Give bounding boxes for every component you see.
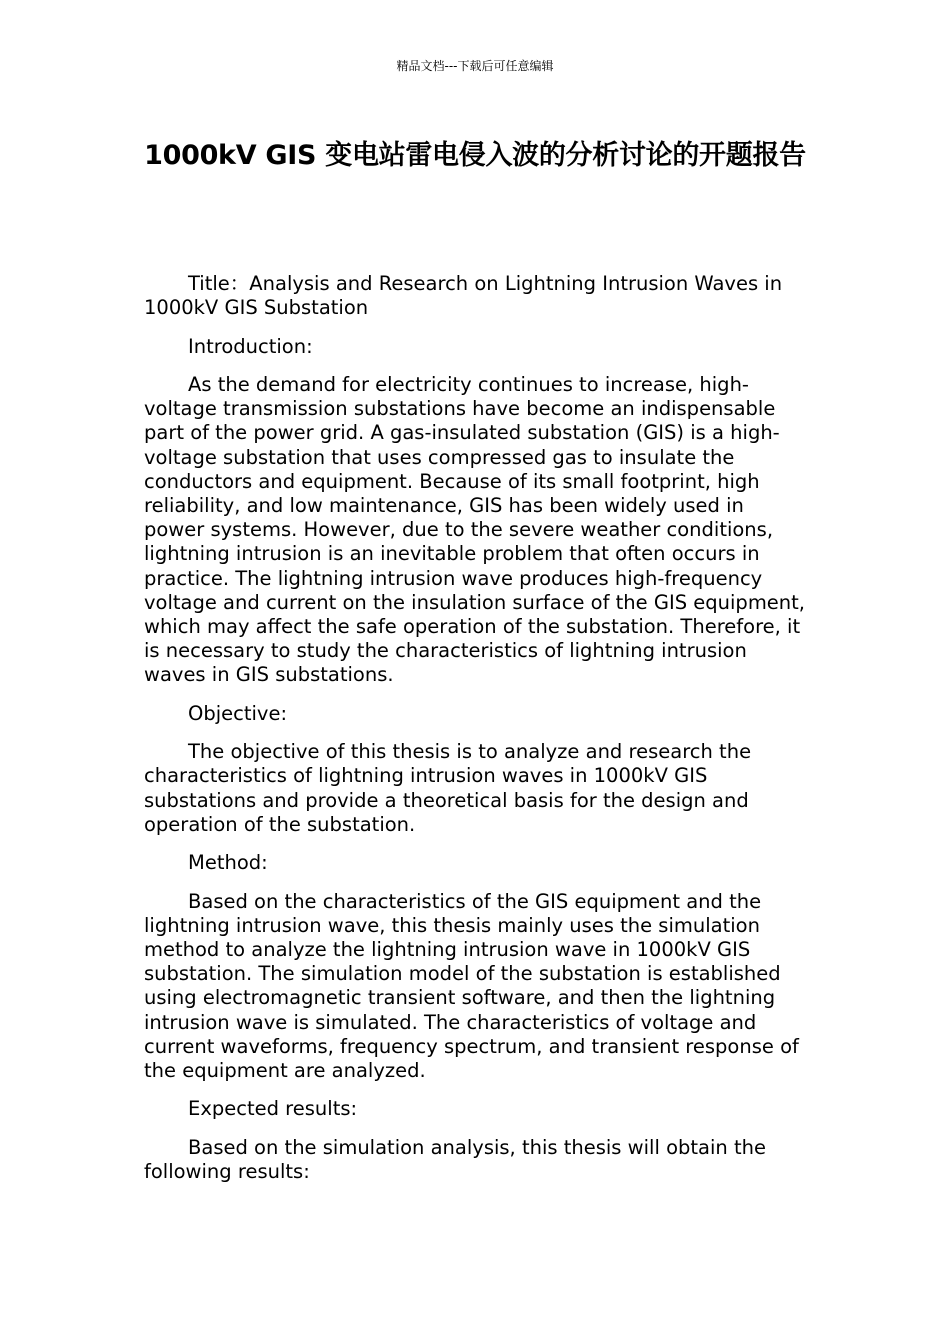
document-title: 1000kV GIS 变电站雷电侵入波的分析讨论的开题报告: [144, 140, 806, 171]
document-body: [144, 272, 808, 1184]
page-header-note: 精品文档---下载后可任意编辑: [396, 59, 554, 73]
paragraph-method: Based on the characteristics of the GIS equipment and the lightning intrusion wave, this thesis mainly uses the simulation method to analyze the lightning intrusion wave in 1000kV GIS substation. The simulation model of the substation is established using electromagnetic transient software, and then the lightning intrusion wave is simulated. The characteristics of voltage and current waveforms, frequency spectrum, and transient response of the equipment are analyzed.: [144, 889, 799, 1083]
paragraph-introduction: As the demand for electricity continues to increase, high-voltage transmission substations have become an indispensable part of the power grid. A gas-insulated substation (GIS) is a high-voltage substation that uses compressed gas to insulate the conductors and equipment. Because of its small footprint, high reliability, and low maintenance, GIS has been widely used in power systems. However, due to the severe weather conditions, lightning intrusion is an inevitable problem that often occurs in practice. The lightning intrusion wave produces high-frequency voltage and current on the insulation surface of the GIS equipment, which may affect the safe operation of the substation. Therefore, it is necessary to study the characteristics of lightning intrusion waves in GIS substations.: [144, 372, 806, 687]
section-heading-objective: Objective:: [188, 701, 288, 725]
paragraph-title-line: Title：Analysis and Research on Lightning Intrusion Waves in 1000kV GIS Substation: [144, 272, 783, 320]
paragraph-objective: The objective of this thesis is to analyze and research the characteristics of lightning intrusion waves in 1000kV GIS substations and provide a theoretical basis for the design and operation of the substation.: [144, 740, 752, 836]
section-heading-introduction: Introduction:: [188, 334, 313, 358]
section-heading-method: Method:: [188, 851, 268, 875]
section-heading-expected-results: Expected results:: [188, 1097, 358, 1121]
paragraph-expected-results: Based on the simulation analysis, this thesis will obtain the following results:: [144, 1135, 766, 1183]
